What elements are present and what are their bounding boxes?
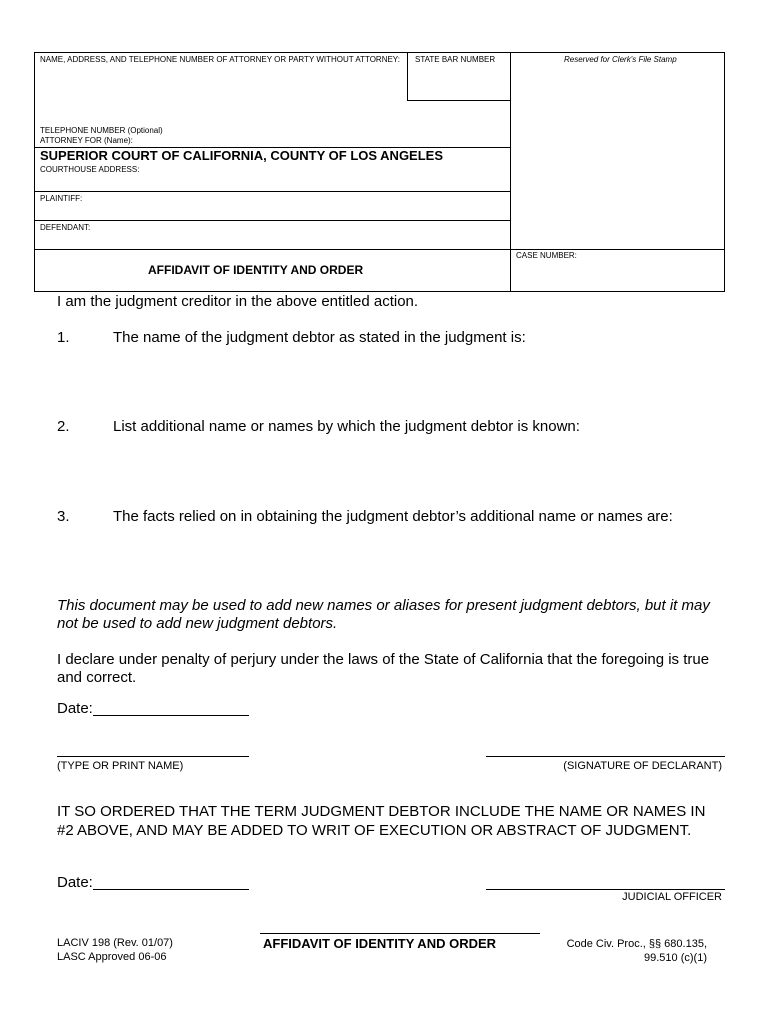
date-label: Date: (57, 700, 93, 717)
item-text: The name of the judgment debtor as stated in the judgment is: (113, 329, 526, 346)
judgment-debtor-name-field[interactable] (113, 352, 713, 414)
form-number: LACIV 198 (Rev. 01/07) (57, 937, 173, 949)
item-number: 1. (57, 329, 70, 346)
attorney-name-address-field[interactable] (38, 66, 403, 122)
signature-of-declarant-label: (SIGNATURE OF DECLARANT) (563, 760, 722, 772)
clerk-stamp-label: Reserved for Clerk's File Stamp (564, 55, 677, 64)
state-bar-number-field[interactable] (410, 66, 508, 98)
judicial-officer-label: JUDICIAL OFFICER (622, 891, 722, 903)
footer-rule (260, 933, 540, 934)
order-text: IT SO ORDERED THAT THE TERM JUDGMENT DEBTOR INCLUDE THE NAME OR NAMES IN #2 ABOVE, AND MAY BE ADDED TO WRIT OF EXECUTION OR ABSTRACT OF JUDGMENT. (57, 803, 706, 839)
attorney-for-label: ATTORNEY FOR (Name): (40, 136, 133, 145)
judicial-officer-signature-field[interactable] (486, 873, 725, 890)
case-number-label: CASE NUMBER: (516, 251, 577, 260)
order-date-field[interactable] (93, 874, 249, 890)
plaintiff-label: PLAINTIFF: (40, 194, 83, 203)
case-number-field[interactable] (516, 262, 720, 288)
item-number: 3. (57, 508, 70, 525)
item-text: The facts relied on in obtaining the judgment debtor’s additional name or names are: (113, 508, 673, 525)
court-name: SUPERIOR COURT OF CALIFORNIA, COUNTY OF LOS ANGELES (40, 148, 444, 163)
type-print-name-field[interactable] (57, 740, 249, 757)
additional-names-field[interactable] (113, 441, 713, 503)
code-citation-line2: 99.510 (c)(1) (644, 952, 707, 964)
plaintiff-field[interactable] (84, 193, 504, 217)
facts-relied-on-field[interactable] (113, 531, 713, 591)
telephone-label: TELEPHONE NUMBER (Optional) (40, 126, 163, 135)
attorney-for-field[interactable] (132, 134, 502, 145)
courthouse-address-label: COURTHOUSE ADDRESS: (40, 165, 140, 174)
order-date-label: Date: (57, 874, 93, 891)
declaration-text: I declare under penalty of perjury under the laws of the State of California that the foregoing is true and correct. (57, 651, 710, 686)
item-number: 2. (57, 418, 70, 435)
courthouse-address-field[interactable] (40, 175, 505, 189)
declarant-signature-field[interactable] (486, 740, 725, 757)
approval-date: LASC Approved 06-06 (57, 951, 167, 963)
defendant-field[interactable] (96, 222, 504, 246)
state-bar-label: STATE BAR NUMBER (415, 55, 496, 64)
defendant-label: DEFENDANT: (40, 223, 91, 232)
type-print-name-label: (TYPE OR PRINT NAME) (57, 760, 184, 772)
item-text: List additional name or names by which the judgment debtor is known: (113, 418, 580, 435)
code-citation-line1: Code Civ. Proc., §§ 680.135, (566, 938, 707, 950)
intro-text: I am the judgment creditor in the above entitled action. (57, 293, 419, 310)
footer-title: AFFIDAVIT OF IDENTITY AND ORDER (263, 936, 497, 951)
attorney-label: NAME, ADDRESS, AND TELEPHONE NUMBER OF ATTORNEY OR PARTY WITHOUT ATTORNEY: (40, 55, 400, 64)
declaration-date-field[interactable] (93, 700, 249, 716)
note-text: This document may be used to add new names or aliases for present judgment debtors, but it may not be used to add new judgment debtors. (57, 597, 710, 632)
form-title: AFFIDAVIT OF IDENTITY AND ORDER (148, 263, 364, 277)
